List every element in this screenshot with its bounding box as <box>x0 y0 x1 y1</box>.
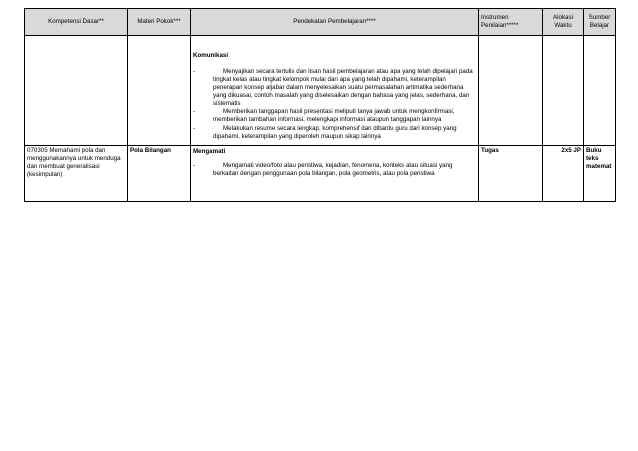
header-row <box>25 9 616 36</box>
table-row <box>25 36 616 146</box>
cell-instrumen-empty <box>479 36 543 146</box>
header-instrumen-penilaian: Instrumen Penilaian***** <box>479 9 543 36</box>
cell-alokasi-empty <box>543 36 584 146</box>
header-materi-pokok: Materi Pokok*** <box>128 9 191 36</box>
list-item: - Mengamati video/foto atau peristiwa, kejadian, fenomena, konteks atau situasi yang berkaitan dengan penggunaan pola bilangan, pola geometris, atau pola peristiwa <box>193 162 453 178</box>
cell-sumber-belajar: Buku teks matemat <box>584 146 616 202</box>
activity-list <box>193 162 476 178</box>
lesson-plan-table <box>24 8 616 202</box>
section-heading-mengamati: Mengamati <box>193 148 226 155</box>
cell-instrumen-penilaian: Tugas <box>479 146 543 202</box>
header-sumber-belajar: Sumber Belajar <box>584 9 616 36</box>
cell-materi-empty <box>128 36 191 146</box>
cell-kompetensi-dasar: 070305 Memahami pola dan menggunakannya untuk menduga dan membuat generalisasi (kesimpulan) <box>25 146 128 202</box>
list-item: - Menyajikan secara tertulis dan lisan hasil pembelajaran atau apa yang telah dipelajari pada tingkat kelas atau tingkat kelompok mulai dari apa yang telah dipahami, keterampilan penerapan konsep aljabar dalam menyelesaikan suatu permasalahan aritmatika sederhana yang dikuasai, contoh masalah yang diselesaikan dengan bahasa yang jelas, sederhana, dan sistematis <box>193 68 473 108</box>
section-heading-komunikasi: Komunikasi <box>193 52 229 59</box>
cell-alokasi-waktu: 2x5 JP <box>543 146 584 202</box>
cell-sumber-empty <box>584 36 616 146</box>
cell-kd-empty <box>25 36 128 146</box>
table-row <box>25 146 616 202</box>
header-alokasi-waktu: Alokasi Waktu <box>543 9 584 36</box>
list-item: - Memberikan tanggapan hasil presentasi meliputi tanya jawab untuk mengkonfirmasi, memberikan tambahan informasi, melengkapi informasi ataupun tanggapan lainnya <box>193 108 455 124</box>
cell-pendekatan <box>191 36 479 146</box>
list-item: - Melakukan resume secara lengkap, komprehensif dan dibantu guru dari konsep yang dipahami, keterampilan yang diperoleh maupun sikap lainnya <box>193 124 457 140</box>
header-pendekatan-pembelajaran: Pendekatan Pembelajaran**** <box>191 9 479 36</box>
cell-materi-pokok: Pola Bilangan <box>128 146 191 202</box>
header-kompetensi-dasar: Kompetensi Dasar** <box>25 9 128 36</box>
activity-list <box>193 68 476 141</box>
cell-pendekatan <box>191 146 479 202</box>
